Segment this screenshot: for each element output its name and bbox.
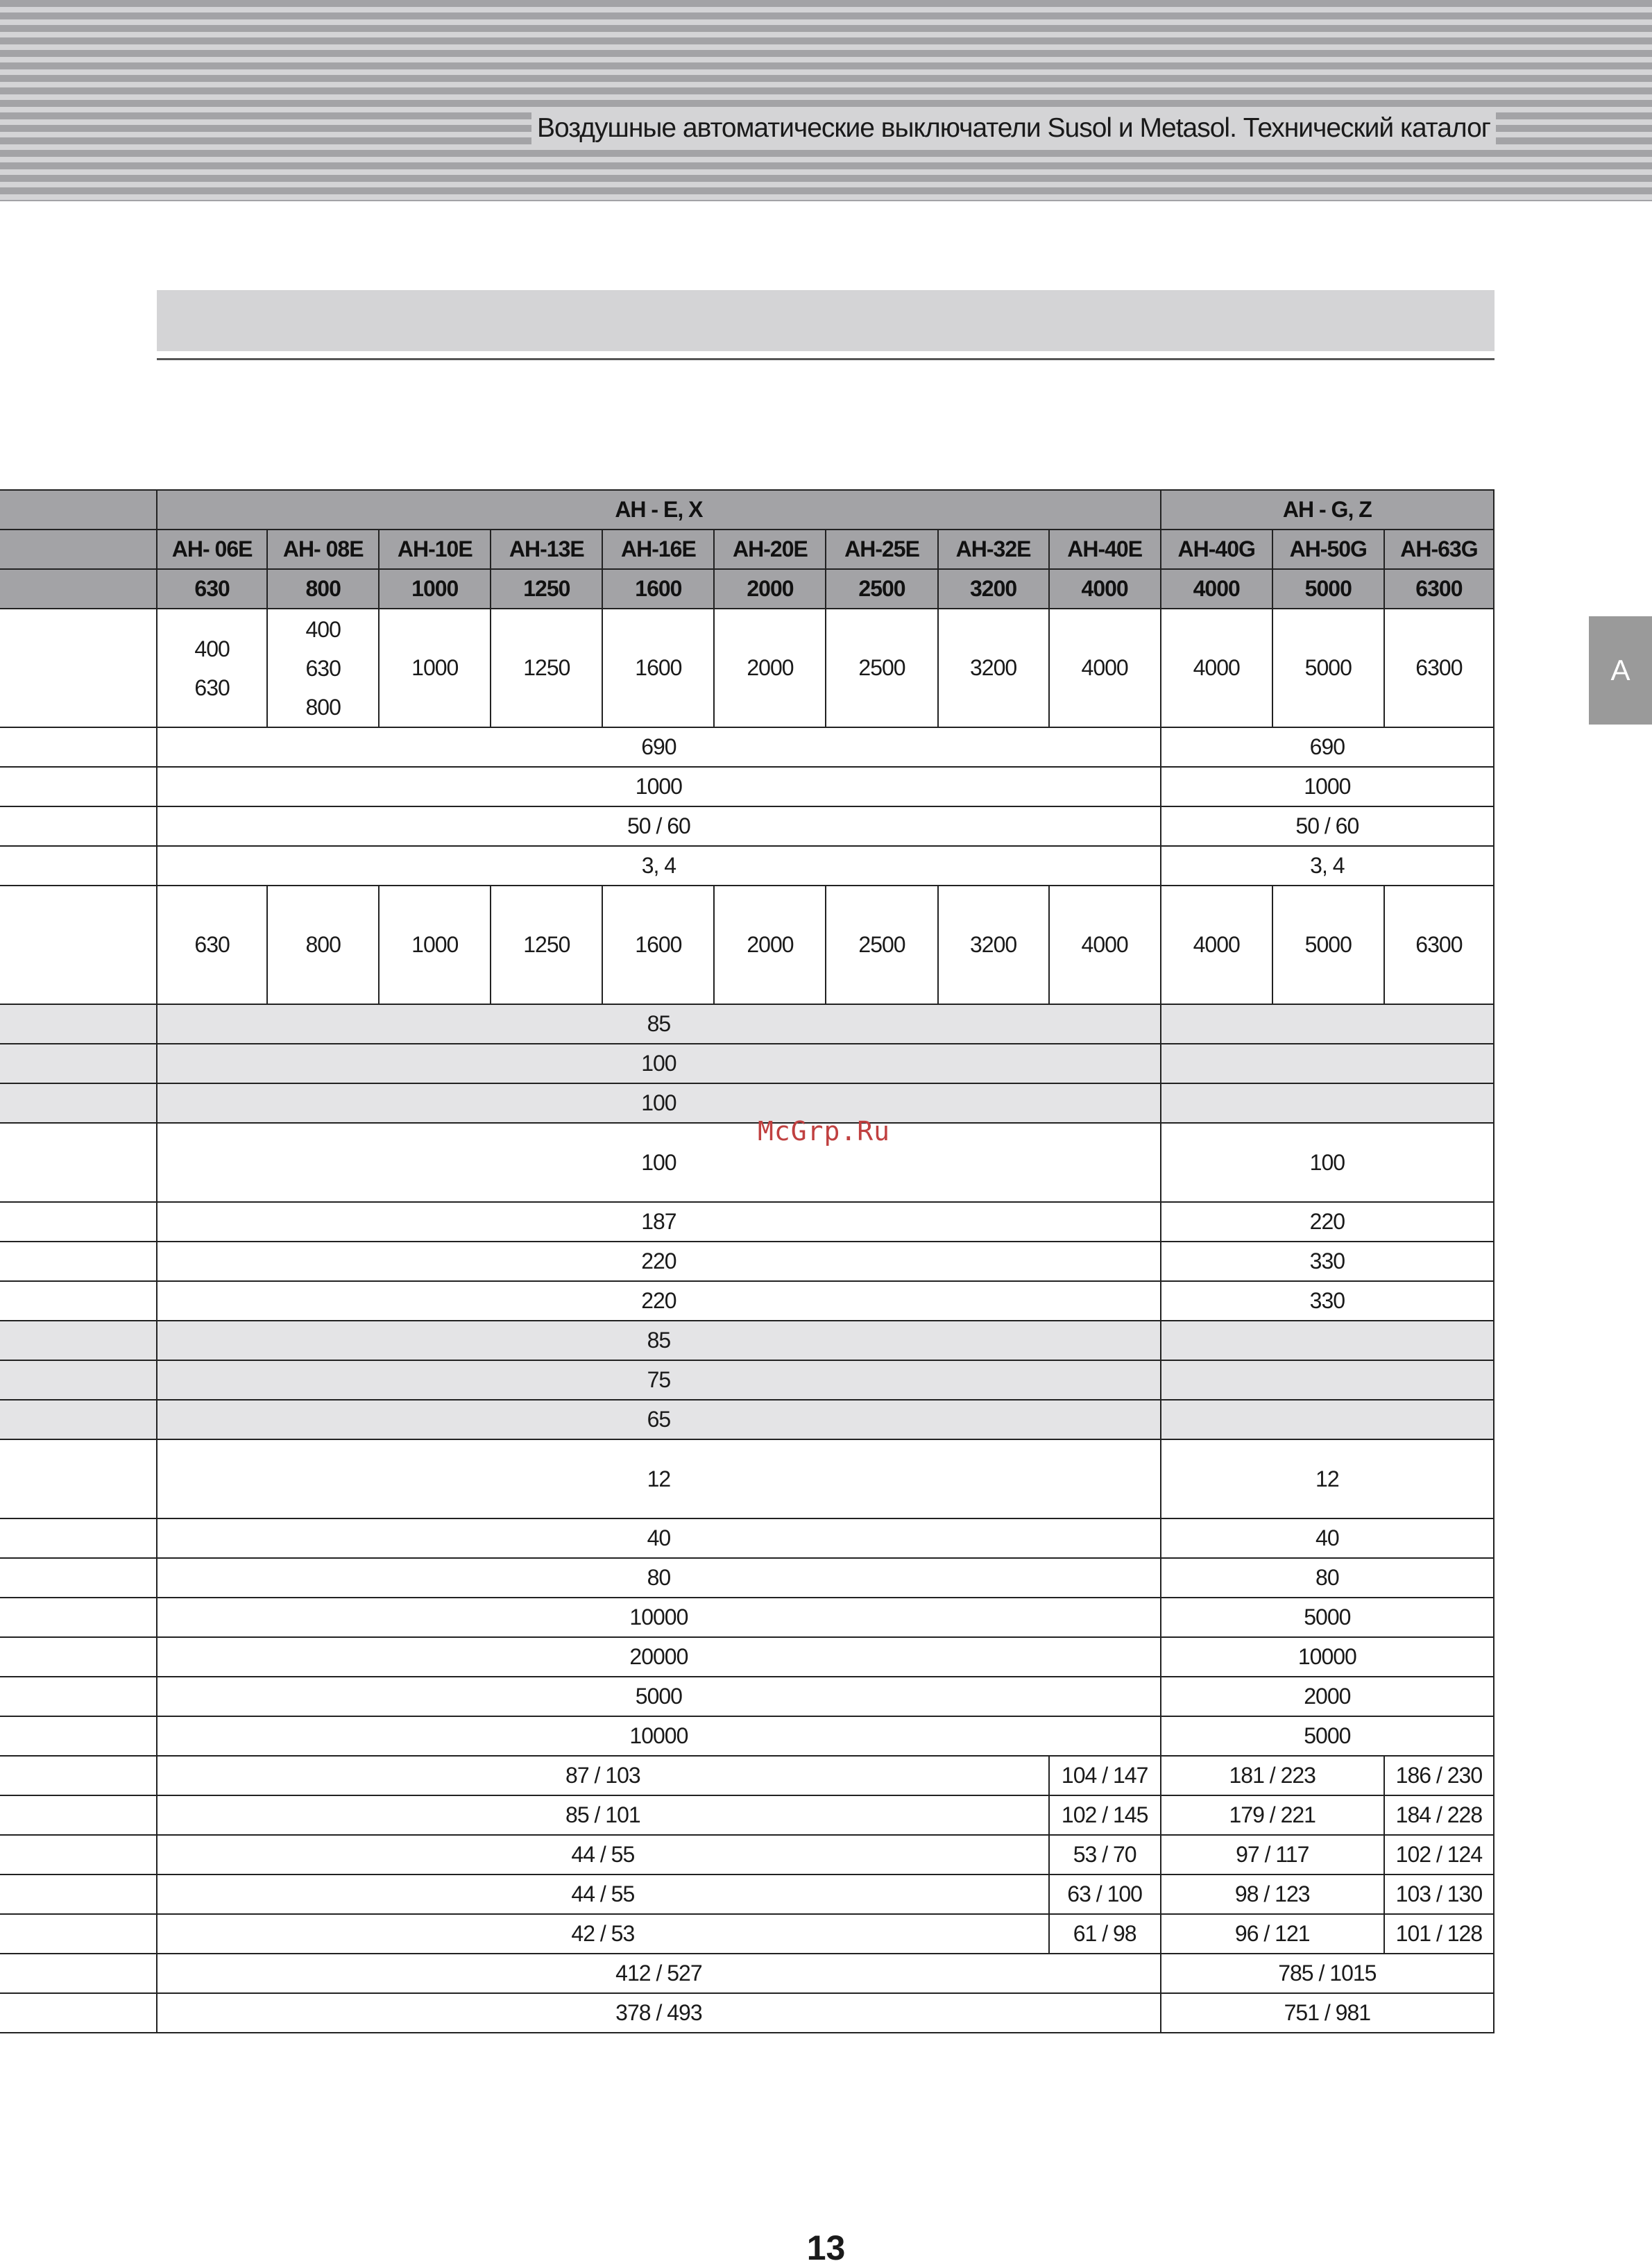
model-header: AH-20E: [714, 530, 826, 569]
table-header-model-row: [0, 530, 1494, 569]
header-band: [0, 0, 1652, 201]
table-row: [0, 1242, 1494, 1281]
table-cell: 80: [1161, 1558, 1494, 1598]
row-label: [0, 727, 157, 767]
row-label: [0, 1281, 157, 1321]
row-label: [0, 1598, 157, 1637]
table-cell: 103 / 130: [1384, 1875, 1494, 1914]
table-cell: 785 / 1015: [1161, 1954, 1494, 1993]
section-divider: [157, 358, 1495, 360]
row-label: [0, 1321, 157, 1360]
table-cell: 6300: [1384, 886, 1494, 1004]
model-header: AH- 08E: [267, 530, 379, 569]
table-cell: 75: [157, 1360, 1161, 1400]
table-cell: [1161, 1083, 1494, 1123]
table-cell: 98 / 123: [1161, 1875, 1384, 1914]
row-label: [0, 530, 157, 569]
frame-rating: 800: [267, 569, 379, 609]
frame-rating: 4000: [1161, 569, 1272, 609]
table-row: [0, 1321, 1494, 1360]
table-row: [0, 1083, 1494, 1123]
row-label: [0, 569, 157, 609]
table-cell: 85 / 101: [157, 1795, 1049, 1835]
table-row: [0, 1044, 1494, 1083]
table-row: [0, 806, 1494, 846]
table-cell: 40: [1161, 1518, 1494, 1558]
table-row: [0, 1716, 1494, 1756]
table-cell: 50 / 60: [1161, 806, 1494, 846]
table-cell: [1161, 1360, 1494, 1400]
table-cell: 5000: [1161, 1716, 1494, 1756]
table-row: [0, 1637, 1494, 1677]
table-cell: 10000: [157, 1598, 1161, 1637]
table-cell: 100: [157, 1123, 1161, 1202]
frame-rating: 4000: [1049, 569, 1161, 609]
model-header: AH-40E: [1049, 530, 1161, 569]
model-header: AH-13E: [491, 530, 602, 569]
row-label: [0, 1360, 157, 1400]
table-cell: 800: [267, 886, 379, 1004]
table-cell: 12: [1161, 1439, 1494, 1518]
table-cell: 61 / 98: [1049, 1914, 1161, 1954]
table-cell: [1161, 1004, 1494, 1044]
table-cell: 220: [1161, 1202, 1494, 1242]
row-label: [0, 846, 157, 886]
table-cell: 5000: [1272, 886, 1384, 1004]
table-cell: 179 / 221: [1161, 1795, 1384, 1835]
frame-rating: 2000: [714, 569, 826, 609]
model-header: AH-40G: [1161, 530, 1272, 569]
frame-rating: 1250: [491, 569, 602, 609]
spec-table: [0, 489, 1495, 2033]
table-cell: 2000: [714, 886, 826, 1004]
row-label: [0, 1993, 157, 2033]
table-cell: 378 / 493: [157, 1993, 1161, 2033]
table-cell: [1161, 1321, 1494, 1360]
table-row: [0, 1756, 1494, 1795]
table-row: [0, 1558, 1494, 1598]
table-cell: [267, 609, 379, 727]
table-cell: 751 / 981: [1161, 1993, 1494, 2033]
table-cell: 4000: [1049, 609, 1161, 727]
table-cell: 40: [157, 1518, 1161, 1558]
row-label: [0, 1400, 157, 1439]
cell-value: 400: [305, 616, 341, 642]
table-cell: 412 / 527: [157, 1954, 1161, 1993]
frame-rating: 2500: [826, 569, 937, 609]
row-label: [0, 1202, 157, 1242]
table-cell: 1000: [379, 886, 491, 1004]
table-cell: 2000: [1161, 1677, 1494, 1716]
table-cell: 44 / 55: [157, 1875, 1049, 1914]
table-cell: 85: [157, 1321, 1161, 1360]
table-cell: 330: [1161, 1281, 1494, 1321]
table-cell: 4000: [1161, 609, 1272, 727]
row-label: [0, 1795, 157, 1835]
table-row: [0, 1281, 1494, 1321]
table-row: [0, 1875, 1494, 1914]
frame-rating: 1000: [379, 569, 491, 609]
row-label: [0, 1123, 157, 1202]
table-row: [0, 1360, 1494, 1400]
row-label: [0, 1835, 157, 1875]
group-g-header: AH - G, Z: [1161, 490, 1494, 530]
table-cell: 6300: [1384, 609, 1494, 727]
table-header-group-row: [0, 490, 1494, 530]
row-label: [0, 1004, 157, 1044]
table-row: [0, 1835, 1494, 1875]
frame-rating: 5000: [1272, 569, 1384, 609]
table-cell: 100: [157, 1083, 1161, 1123]
table-cell: [157, 609, 267, 727]
table-cell: 1600: [602, 886, 714, 1004]
table-cell: 101 / 128: [1384, 1914, 1494, 1954]
table-row: [0, 1993, 1494, 2033]
table-cell: 690: [1161, 727, 1494, 767]
table-cell: 63 / 100: [1049, 1875, 1161, 1914]
row-label: [0, 886, 157, 1004]
model-header: AH-63G: [1384, 530, 1494, 569]
table-cell: 1000: [157, 767, 1161, 806]
table-cell: 4000: [1049, 886, 1161, 1004]
section-title-bar: [157, 290, 1495, 351]
table-cell: 4000: [1161, 886, 1272, 1004]
table-cell: 87 / 103: [157, 1756, 1049, 1795]
table-cell: [1161, 1044, 1494, 1083]
frame-rating: 630: [157, 569, 267, 609]
row-label: [0, 806, 157, 846]
table-cell: 3200: [938, 609, 1049, 727]
table-cell: 630: [157, 886, 267, 1004]
frame-rating: 6300: [1384, 569, 1494, 609]
section-tab[interactable]: A: [1589, 616, 1652, 725]
table-row: [0, 1202, 1494, 1242]
model-header: AH-16E: [602, 530, 714, 569]
table-cell: 5000: [1272, 609, 1384, 727]
table-cell: 2500: [826, 609, 937, 727]
model-header: AH- 06E: [157, 530, 267, 569]
row-label: [0, 1875, 157, 1914]
table-cell: 20000: [157, 1637, 1161, 1677]
table-row: [0, 846, 1494, 886]
table-cell: 44 / 55: [157, 1835, 1049, 1875]
table-cell: 184 / 228: [1384, 1795, 1494, 1835]
table-cell: 5000: [1161, 1598, 1494, 1637]
cell-value: 630: [305, 655, 341, 681]
row-label: [0, 1044, 157, 1083]
table-cell: [1161, 1400, 1494, 1439]
table-cell: 3, 4: [1161, 846, 1494, 886]
table-row: [0, 1518, 1494, 1558]
row-label: [0, 1756, 157, 1795]
row-label: [0, 1518, 157, 1558]
table-cell: 220: [157, 1242, 1161, 1281]
row-label: [0, 1637, 157, 1677]
table-cell: 100: [1161, 1123, 1494, 1202]
table-cell: 53 / 70: [1049, 1835, 1161, 1875]
table-cell: 12: [157, 1439, 1161, 1518]
model-header: AH-25E: [826, 530, 937, 569]
table-row: [0, 1677, 1494, 1716]
table-cell: 181 / 223: [1161, 1756, 1384, 1795]
table-cell: 5000: [157, 1677, 1161, 1716]
table-cell: 1000: [379, 609, 491, 727]
table-row: [0, 1954, 1494, 1993]
table-cell: 85: [157, 1004, 1161, 1044]
watermark-text: McGrp.Ru: [758, 1116, 891, 1146]
row-label: [0, 1242, 157, 1281]
row-label: [0, 767, 157, 806]
table-cell: 1000: [1161, 767, 1494, 806]
page-number: 13: [806, 2228, 846, 2267]
table-row: [0, 1795, 1494, 1835]
table-cell: 1250: [491, 886, 602, 1004]
model-header: AH-10E: [379, 530, 491, 569]
table-cell: 330: [1161, 1242, 1494, 1281]
table-cell: 102 / 145: [1049, 1795, 1161, 1835]
row-label: [0, 1558, 157, 1598]
table-cell: 3, 4: [157, 846, 1161, 886]
table-cell: 10000: [157, 1716, 1161, 1756]
table-row: [0, 767, 1494, 806]
table-header-frame-row: [0, 569, 1494, 609]
table-cell: 186 / 230: [1384, 1756, 1494, 1795]
cell-value: 800: [305, 694, 341, 720]
table-row: [0, 1400, 1494, 1439]
table-cell: 3200: [938, 886, 1049, 1004]
table-row: [0, 1004, 1494, 1044]
model-header: AH-50G: [1272, 530, 1384, 569]
table-row: [0, 1914, 1494, 1954]
table-cell: 80: [157, 1558, 1161, 1598]
cell-value: 630: [194, 675, 230, 700]
group-e-header: AH - E, X: [157, 490, 1161, 530]
table-cell: 65: [157, 1400, 1161, 1439]
table-cell: 2500: [826, 886, 937, 1004]
table-cell: 50 / 60: [157, 806, 1161, 846]
row-label: [0, 1677, 157, 1716]
table-cell: 2000: [714, 609, 826, 727]
row-label: [0, 1914, 157, 1954]
table-row: [0, 1598, 1494, 1637]
table-cell: 100: [157, 1044, 1161, 1083]
table-cell: 104 / 147: [1049, 1756, 1161, 1795]
table-row: [0, 1123, 1494, 1202]
table-row: [0, 727, 1494, 767]
catalog-title: Воздушные автоматические выключатели Susol и Metasol. Технический каталог: [531, 111, 1496, 146]
row-label: [0, 1954, 157, 1993]
row-label: [0, 1716, 157, 1756]
table-row: [0, 1439, 1494, 1518]
table-cell: 220: [157, 1281, 1161, 1321]
table-row-rated-current: [0, 609, 1494, 727]
table-cell: 187: [157, 1202, 1161, 1242]
table-cell: 10000: [1161, 1637, 1494, 1677]
row-label: [0, 490, 157, 530]
model-header: AH-32E: [938, 530, 1049, 569]
row-label: [0, 609, 157, 727]
table-cell: 1600: [602, 609, 714, 727]
table-cell: 97 / 117: [1161, 1835, 1384, 1875]
frame-rating: 3200: [938, 569, 1049, 609]
table-row: [0, 886, 1494, 1004]
frame-rating: 1600: [602, 569, 714, 609]
table-cell: 96 / 121: [1161, 1914, 1384, 1954]
cell-value: 400: [194, 636, 230, 661]
table-cell: 42 / 53: [157, 1914, 1049, 1954]
row-label: [0, 1083, 157, 1123]
row-label: [0, 1439, 157, 1518]
table-cell: 690: [157, 727, 1161, 767]
table-cell: 1250: [491, 609, 602, 727]
table-cell: 102 / 124: [1384, 1835, 1494, 1875]
